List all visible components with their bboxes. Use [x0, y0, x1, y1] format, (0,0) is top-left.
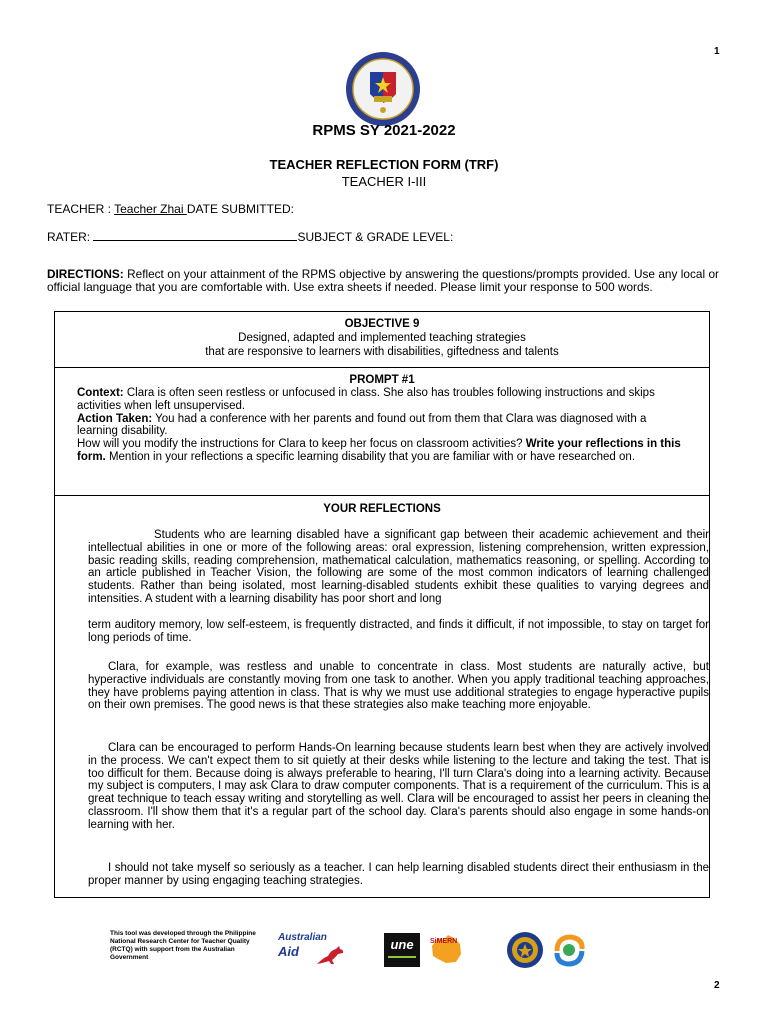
simern-text: SiMERN: [430, 938, 458, 945]
reflection-paragraph-4: I should not take myself so seriously as a teacher. I can help learning disabled students direct their enthusiasm in the proper manner by using engaging teaching strategies.: [88, 862, 709, 887]
context-label: Context:: [77, 387, 124, 399]
reflection-paragraph-1: Students who are learning disabled have a significant gap between their academic achievement and their intellectual abilities in one or more of the following areas: oral expression, listening comprehension, written expression, basic reading skills, reading comprehension, mathematical calculation, mathematics reasoning, or spelling. According to an article published in Teacher Vision, the following are some of the most common indicators of learning challenged students. Rather than being isolated, most learning-disabled students exhibit these qualities to varying degrees and intensities. A student with a learning disability has poor short and long: [88, 529, 709, 605]
rater-line: [47, 230, 453, 244]
directions-label: DIRECTIONS:: [47, 267, 124, 281]
objective-line-2: that are responsive to learners with disabilities, giftedness and talents: [205, 346, 559, 358]
directions-text: Reflect on your attainment of the RPMS objective by answering the questions/prompts provided. Use any local or official language that you are comfortable with. Use extra sheets if needed. Please limit your response to 500 words.: [47, 267, 719, 294]
deped-seal-logo: [344, 50, 422, 128]
rater-blank: [93, 232, 297, 241]
question-bold: Write your reflections in this form.: [77, 438, 681, 463]
teacher-name: Teacher Zhai: [114, 202, 187, 216]
prompt-question: [55, 438, 709, 464]
kangaroo-icon: [314, 944, 348, 966]
form-subtitle: TEACHER I-III: [341, 174, 427, 189]
action-label: Action Taken:: [77, 412, 153, 425]
prompt-box: [54, 367, 710, 496]
objective-line-1: Designed, adapted and implemented teaching strategies: [238, 332, 526, 344]
context-text: Clara is often seen restless or unfocused in class. She also has troubles following instructions and skips activities when left unsupervised.: [77, 387, 655, 412]
aid-line-1: Australian: [278, 932, 327, 943]
objective-heading: OBJECTIVE 9: [344, 318, 420, 330]
footer-note: This tool was developed through the Philippine National Research Center for Teacher Quality (RCTQ) with support from the Australian Government: [110, 930, 256, 961]
action-text: You had a conference with her parents and found out from them that Clara was diagnosed with a learning disability.: [77, 412, 647, 438]
reflections-box: [54, 495, 710, 898]
form-title: TEACHER REFLECTION FORM (TRF): [269, 157, 499, 172]
page-number-bottom: 2: [714, 980, 720, 991]
objective-box: [54, 311, 710, 368]
round-seal-logo: [506, 931, 544, 969]
directions: [47, 268, 719, 294]
une-logo: [384, 933, 420, 967]
reflection-paragraph-2: Clara, for example, was restless and unable to concentrate in class. Most students are naturally active, but hyperactive individuals are constantly moving from one task to another. When you apply traditional teaching approaches, they have problems paying attention in class. That is why we must use additional strategies to engage hyperactive pupils on their own premises. The good news is that these strategies also make teaching more enjoyable.: [88, 661, 709, 712]
teacher-label: TEACHER :: [47, 202, 115, 216]
prompt-action: [55, 413, 709, 439]
une-logo-text: une: [390, 937, 414, 952]
rctq-swirl-logo: [549, 931, 589, 969]
reflection-paragraph-1b: term auditory memory, low self-esteem, is frequently distracted, and finds it difficult, if not impossible, to stay on target for long periods of time.: [88, 619, 709, 644]
prompt-context: [55, 387, 709, 413]
page-number-top: 1: [714, 46, 720, 57]
page-title: RPMS SY 2021-2022: [312, 122, 456, 139]
aid-line-2: Aid: [278, 944, 299, 959]
rater-label: RATER:: [47, 230, 94, 244]
question-text: How will you modify the instructions for Clara to keep her focus on classroom activities?: [77, 438, 526, 451]
reflection-paragraph-3: Clara can be encouraged to perform Hands-On learning because students learn best when they are actively involved in the process. We can't expect them to sit quietly at their desks while listening to the lecture and taking the test. That is too difficult for them. Because doing is always preferable to hearing, I'll turn Clara's doing into a learning activity. Because my subject is computers, I may ask Clara to draw computer components. That is a requirement of the curriculum. This is a great technique to teach essay writing and storytelling as well. Clara will be encouraged to assist her peers in cleaning the classroom. I'll show them that it's a regular part of the school day. Clara's parents should also engage in some hands-on learning with her.: [88, 742, 709, 831]
question-tail: Mention in your reflections a specific learning disability that you are familiar with or have researched on.: [105, 450, 636, 463]
australian-aid-logo: [278, 932, 354, 968]
prompt-heading: PROMPT #1: [349, 374, 415, 386]
date-submitted-label: DATE SUBMITTED:: [186, 202, 294, 216]
reflections-heading: YOUR REFLECTIONS: [323, 503, 441, 515]
subject-grade-label: SUBJECT & GRADE LEVEL:: [297, 230, 454, 244]
teacher-line: [47, 202, 294, 216]
simern-logo: [428, 932, 464, 968]
